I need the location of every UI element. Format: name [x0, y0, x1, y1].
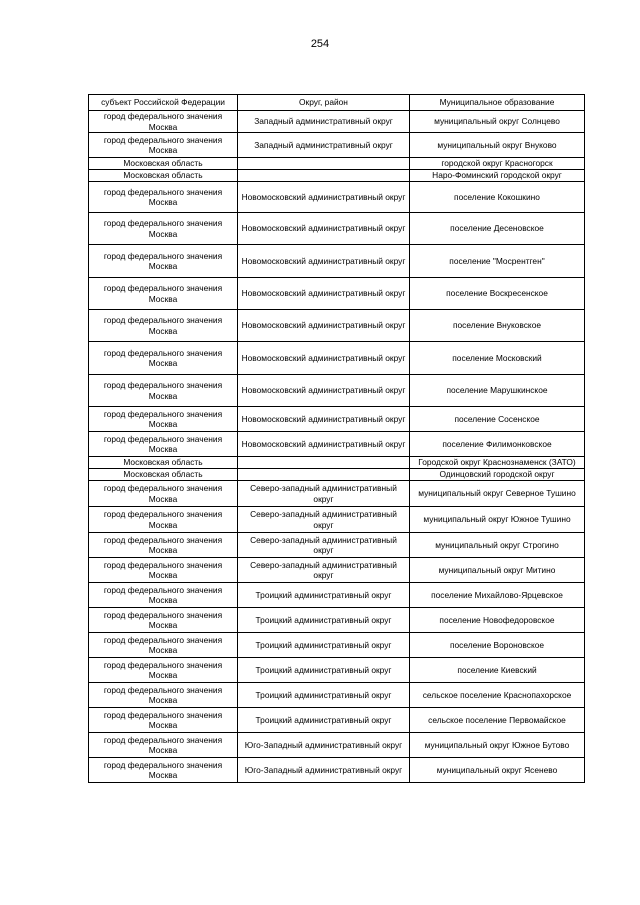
- table-row: [89, 758, 585, 783]
- cell-district: Троицкий административный округ: [238, 683, 410, 708]
- cell-district: Новомосковский административный округ: [238, 182, 410, 213]
- table-header-row: [89, 95, 585, 111]
- cell-municipality: поселение Киевский: [410, 658, 585, 683]
- table-row: [89, 583, 585, 608]
- table-row: [89, 310, 585, 342]
- cell-municipality: муниципальный округ Ясенево: [410, 758, 585, 783]
- cell-municipality: муниципальный округ Митино: [410, 558, 585, 583]
- table-row: [89, 733, 585, 758]
- cell-subject: Московская область: [89, 170, 238, 182]
- table-row: [89, 278, 585, 310]
- table-body: [89, 111, 585, 783]
- cell-subject: город федерального значения Москва: [89, 658, 238, 683]
- table-row: [89, 708, 585, 733]
- table-row: [89, 407, 585, 432]
- cell-subject: город федерального значения Москва: [89, 375, 238, 407]
- cell-municipality: поселение Воскресенское: [410, 278, 585, 310]
- cell-subject: город федерального значения Москва: [89, 111, 238, 133]
- cell-district: Троицкий административный округ: [238, 583, 410, 608]
- cell-municipality: поселение Внуковское: [410, 310, 585, 342]
- cell-municipality: поселение Филимонковское: [410, 432, 585, 457]
- cell-subject: город федерального значения Москва: [89, 432, 238, 457]
- table-row: [89, 683, 585, 708]
- cell-district: Северо-западный административный округ: [238, 507, 410, 533]
- cell-municipality: Одинцовский городской округ: [410, 469, 585, 481]
- header-subject: субъект Российской Федерации: [89, 95, 238, 111]
- table-row: [89, 533, 585, 558]
- table-row: [89, 182, 585, 213]
- cell-municipality: муниципальный округ Южное Бутово: [410, 733, 585, 758]
- cell-municipality: поселение "Мосрентген": [410, 245, 585, 278]
- cell-subject: город федерального значения Москва: [89, 708, 238, 733]
- cell-municipality: городской округ Красногорск: [410, 158, 585, 170]
- cell-district: [238, 170, 410, 182]
- table-row: [89, 158, 585, 170]
- cell-subject: город федерального значения Москва: [89, 407, 238, 432]
- cell-municipality: муниципальный округ Внуково: [410, 133, 585, 158]
- cell-municipality: поселение Марушкинское: [410, 375, 585, 407]
- cell-district: [238, 158, 410, 170]
- cell-municipality: поселение Михайлово-Ярцевское: [410, 583, 585, 608]
- table-row: [89, 558, 585, 583]
- header-district: Округ, район: [238, 95, 410, 111]
- cell-district: Северо-западный административный округ: [238, 533, 410, 558]
- cell-subject: город федерального значения Москва: [89, 583, 238, 608]
- table-row: [89, 457, 585, 469]
- cell-municipality: муниципальный округ Южное Тушино: [410, 507, 585, 533]
- cell-subject: город федерального значения Москва: [89, 481, 238, 507]
- table-row: [89, 111, 585, 133]
- cell-district: Юго-Западный административный округ: [238, 758, 410, 783]
- cell-district: Новомосковский административный округ: [238, 342, 410, 375]
- cell-subject: город федерального значения Москва: [89, 533, 238, 558]
- cell-district: Троицкий административный округ: [238, 633, 410, 658]
- cell-district: Новомосковский административный округ: [238, 213, 410, 245]
- cell-municipality: сельское поселение Краснопахорское: [410, 683, 585, 708]
- cell-district: Новомосковский административный округ: [238, 278, 410, 310]
- cell-district: Новомосковский административный округ: [238, 375, 410, 407]
- cell-subject: город федерального значения Москва: [89, 633, 238, 658]
- cell-municipality: поселение Московский: [410, 342, 585, 375]
- cell-subject: город федерального значения Москва: [89, 608, 238, 633]
- table-row: [89, 375, 585, 407]
- cell-district: Западный административный округ: [238, 133, 410, 158]
- header-municipality: Муниципальное образование: [410, 95, 585, 111]
- cell-subject: город федерального значения Москва: [89, 558, 238, 583]
- table-row: [89, 507, 585, 533]
- cell-district: Юго-Западный административный округ: [238, 733, 410, 758]
- cell-district: [238, 469, 410, 481]
- cell-district: Троицкий административный округ: [238, 658, 410, 683]
- cell-subject: город федерального значения Москва: [89, 245, 238, 278]
- cell-district: Новомосковский административный округ: [238, 310, 410, 342]
- cell-municipality: поселение Десеновское: [410, 213, 585, 245]
- municipality-table: [88, 94, 585, 783]
- cell-subject: город федерального значения Москва: [89, 758, 238, 783]
- cell-subject: город федерального значения Москва: [89, 507, 238, 533]
- cell-district: [238, 457, 410, 469]
- table-row: [89, 213, 585, 245]
- table-row: [89, 170, 585, 182]
- cell-subject: город федерального значения Москва: [89, 278, 238, 310]
- cell-subject: Московская область: [89, 469, 238, 481]
- cell-municipality: муниципальный округ Северное Тушино: [410, 481, 585, 507]
- table-row: [89, 245, 585, 278]
- cell-municipality: сельское поселение Первомайское: [410, 708, 585, 733]
- cell-subject: город федерального значения Москва: [89, 310, 238, 342]
- cell-municipality: муниципальный округ Солнцево: [410, 111, 585, 133]
- cell-district: Троицкий административный округ: [238, 608, 410, 633]
- cell-subject: Московская область: [89, 158, 238, 170]
- cell-municipality: Наро-Фоминский городской округ: [410, 170, 585, 182]
- cell-municipality: поселение Вороновское: [410, 633, 585, 658]
- table-row: [89, 608, 585, 633]
- cell-subject: город федерального значения Москва: [89, 342, 238, 375]
- cell-subject: город федерального значения Москва: [89, 182, 238, 213]
- table-row: [89, 633, 585, 658]
- cell-district: Северо-западный административный округ: [238, 558, 410, 583]
- table-row: [89, 432, 585, 457]
- cell-municipality: поселение Сосенское: [410, 407, 585, 432]
- table-row: [89, 342, 585, 375]
- cell-district: Западный административный округ: [238, 111, 410, 133]
- cell-subject: город федерального значения Москва: [89, 733, 238, 758]
- page-number: 254: [310, 38, 330, 50]
- cell-subject: город федерального значения Москва: [89, 133, 238, 158]
- cell-municipality: поселение Новофедоровское: [410, 608, 585, 633]
- table-row: [89, 133, 585, 158]
- cell-subject: город федерального значения Москва: [89, 683, 238, 708]
- cell-municipality: Городской округ Краснознаменск (ЗАТО): [410, 457, 585, 469]
- cell-district: Новомосковский административный округ: [238, 432, 410, 457]
- cell-district: Троицкий административный округ: [238, 708, 410, 733]
- table-row: [89, 469, 585, 481]
- cell-district: Новомосковский административный округ: [238, 407, 410, 432]
- cell-subject: Московская область: [89, 457, 238, 469]
- cell-municipality: поселение Кокошкино: [410, 182, 585, 213]
- cell-subject: город федерального значения Москва: [89, 213, 238, 245]
- cell-district: Новомосковский административный округ: [238, 245, 410, 278]
- cell-district: Северо-западный административный округ: [238, 481, 410, 507]
- table-row: [89, 481, 585, 507]
- table-row: [89, 658, 585, 683]
- cell-municipality: муниципальный округ Строгино: [410, 533, 585, 558]
